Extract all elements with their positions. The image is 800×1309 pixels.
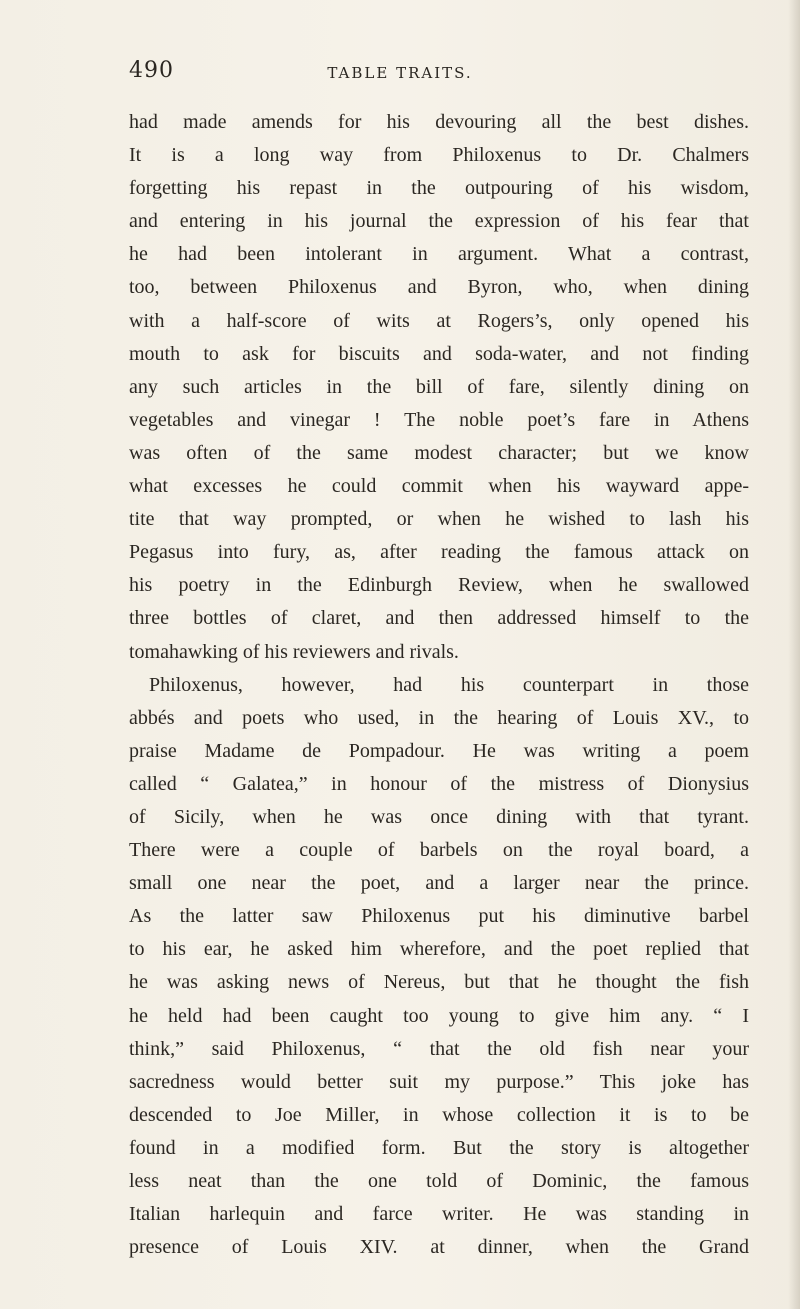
text-line: he was asking news of Nereus, but that he thought the fish [129, 971, 749, 994]
text-line: think,” said Philoxenus, “ that the old fish near your [129, 1037, 749, 1060]
text-line: Philoxenus, however, had his counterpart in those [149, 673, 749, 696]
page-header [0, 58, 800, 88]
body-text [129, 106, 749, 1264]
text-line: tomahawking of his reviewers and rivals. [129, 640, 459, 663]
text-line: abbés and poets who used, in the hearing of Louis XV., to [129, 706, 749, 729]
text-line: what excesses he could commit when his wayward appe- [129, 475, 749, 498]
page-edge-shadow [788, 0, 800, 1309]
text-line: There were a couple of barbels on the royal board, a [129, 839, 749, 862]
running-head: TABLE TRAITS. [327, 64, 473, 82]
text-line: presence of Louis XIV. at dinner, when the Grand [129, 1236, 749, 1259]
text-line: It is a long way from Philoxenus to Dr. Chalmers [129, 144, 749, 167]
text-line: three bottles of claret, and then addressed himself to the [129, 607, 749, 630]
text-line: mouth to ask for biscuits and soda-water, and not finding [129, 342, 749, 365]
text-line: forgetting his repast in the outpouring of his wisdom, [129, 177, 749, 200]
text-line: of Sicily, when he was once dining with that tyrant. [129, 805, 749, 828]
text-line: had made amends for his devouring all the best dishes. [129, 111, 749, 133]
text-line: was often of the same modest character; but we know [129, 441, 749, 464]
text-line: As the latter saw Philoxenus put his diminutive barbel [129, 905, 749, 928]
text-line: tite that way prompted, or when he wished to lash his [129, 508, 749, 531]
text-line: found in a modified form. But the story is altogether [129, 1136, 749, 1159]
text-line: small one near the poet, and a larger near the prince. [129, 872, 749, 895]
text-line: descended to Joe Miller, in whose collection it is to be [129, 1103, 749, 1126]
text-line: Italian harlequin and farce writer. He was standing in [129, 1203, 749, 1226]
text-line: his poetry in the Edinburgh Review, when he swallowed [129, 574, 749, 597]
text-line: vegetables and vinegar ! The noble poet’s fare in Athens [129, 408, 749, 431]
text-line: Pegasus into fury, as, after reading the famous attack on [129, 541, 749, 564]
text-line: praise Madame de Pompadour. He was writing a poem [129, 739, 749, 762]
page-number: 490 [129, 58, 174, 83]
text-line: less neat than the one told of Dominic, the famous [129, 1170, 749, 1192]
text-line: with a half-score of wits at Rogers’s, only opened his [129, 309, 749, 332]
text-line: to his ear, he asked him wherefore, and the poet replied that [129, 938, 749, 961]
text-line: too, between Philoxenus and Byron, who, when dining [129, 276, 749, 299]
text-line: sacredness would better suit my purpose.” This joke has [129, 1070, 749, 1093]
text-line: called “ Galatea,” in honour of the mistress of Dionysius [129, 772, 749, 795]
text-line: he had been intolerant in argument. What a contrast, [129, 243, 749, 266]
text-line: and entering in his journal the expression of his fear that [129, 210, 749, 233]
text-line: any such articles in the bill of fare, silently dining on [129, 375, 749, 398]
text-line: he held had been caught too young to give him any. “ I [129, 1004, 749, 1027]
